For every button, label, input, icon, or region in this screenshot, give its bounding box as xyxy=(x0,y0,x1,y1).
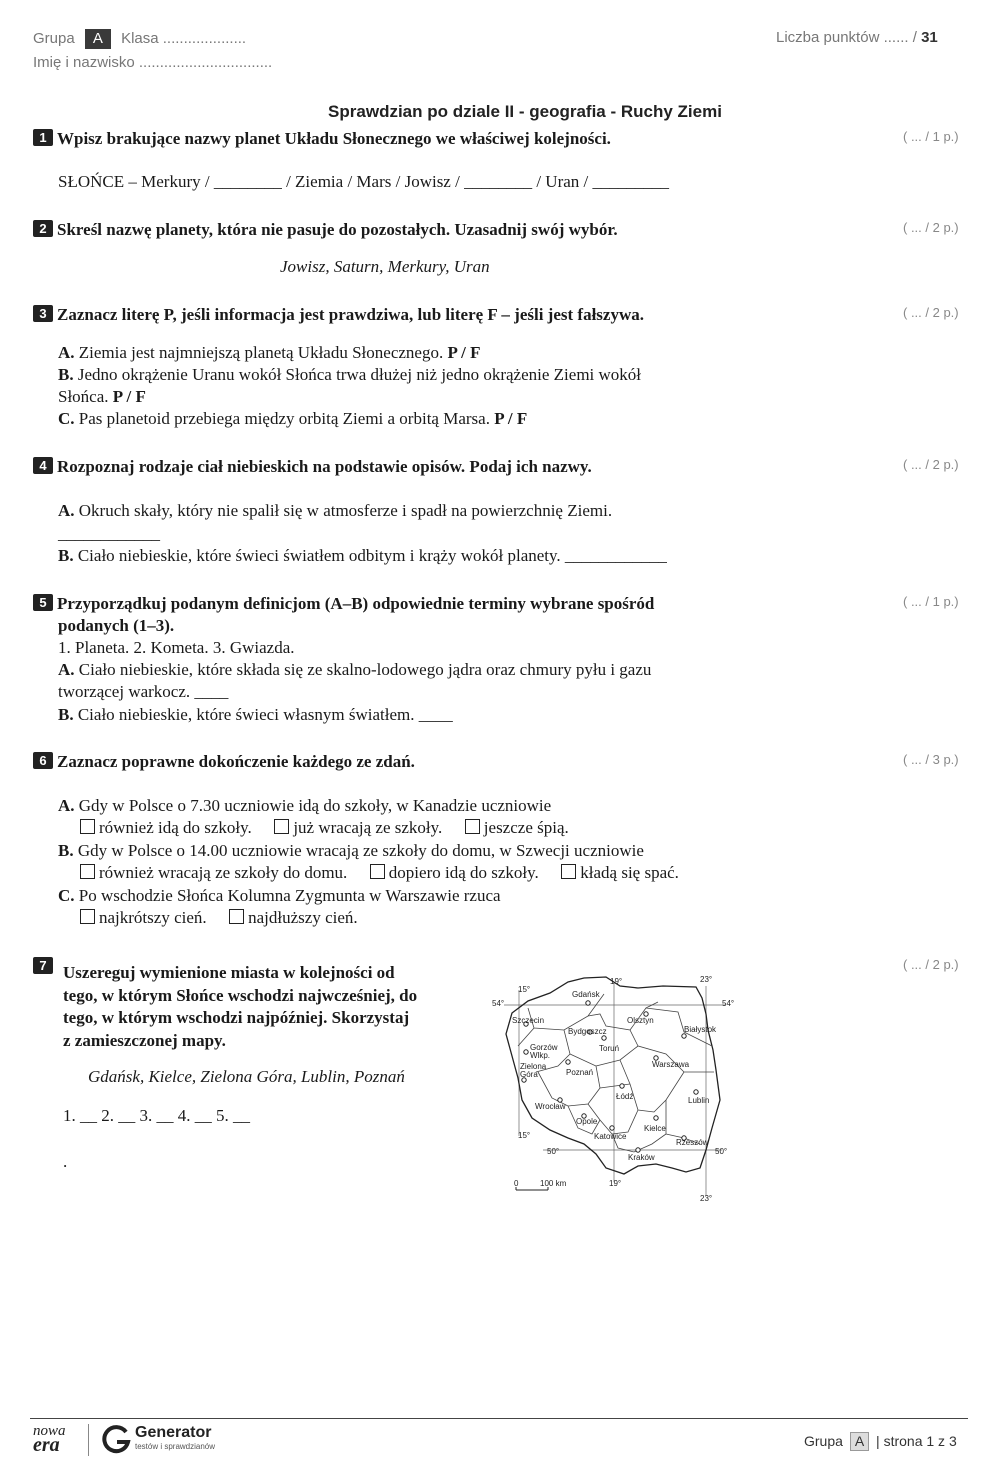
city-label-bydgoszcz: Bydgoszcz xyxy=(568,1027,607,1036)
question-number: 4 xyxy=(33,457,53,474)
lon-23-top-label: 23° xyxy=(700,975,713,984)
definition-a-cont[interactable]: tworzącej warkocz. ____ xyxy=(58,682,229,701)
city-label-gorzow: Gorzów xyxy=(530,1043,558,1052)
question-points: ( ... / 2 p.) xyxy=(903,457,959,472)
grupa-badge: A xyxy=(85,29,111,49)
city-label-lodz: Łódź xyxy=(616,1092,634,1101)
city-label-kielce: Kielce xyxy=(644,1124,666,1133)
item-a: A. Okruch skały, który nie spalił się w atmosferze i spadł na powierzchnię Ziemi. xyxy=(58,501,613,520)
question-points: ( ... / 1 p.) xyxy=(903,129,959,144)
city-label-opole: Opole xyxy=(576,1117,598,1126)
city-label-bialystok: Białystok xyxy=(684,1025,717,1034)
page-title: Sprawdzian po dziale II - geografia - Ruchy Ziemi xyxy=(328,102,722,121)
question-text: Zaznacz literę P, jeśli informacja jest prawdziwa, lub literę F – jeśli jest fałszywa. xyxy=(57,305,644,324)
points-label: Liczba punktów ...... / xyxy=(776,29,917,46)
question-2-heading xyxy=(33,220,618,240)
name-field[interactable]: Imię i nazwisko ................................ xyxy=(33,54,273,71)
city-label-warszawa: Warszawa xyxy=(652,1060,690,1069)
lon-15-top-label: 15° xyxy=(518,985,531,994)
options-c xyxy=(80,908,358,928)
footer-grupa-label: Grupa xyxy=(804,1433,843,1449)
lat-50-left-label: 50° xyxy=(547,1147,560,1156)
city-label-gdansk: Gdańsk xyxy=(572,990,600,999)
city-list: Gdańsk, Kielce, Zielona Góra, Lublin, Poznań xyxy=(88,1067,405,1086)
city-label-torun: Toruń xyxy=(599,1044,620,1053)
statement-b: B. Jedno okrążenie Uranu wokół Słońca trwa dłużej niż jedno okrążenie Ziemi wokół xyxy=(58,365,642,384)
grupa-label: Grupa xyxy=(33,30,75,47)
scale-km-label: 100 km xyxy=(540,1179,567,1188)
sentence-c: C. Po wschodzie Słońca Kolumna Zygmunta w Warszawie rzuca xyxy=(58,886,501,905)
question-number: 6 xyxy=(33,752,53,769)
question-5-heading xyxy=(33,594,654,614)
city-label-rzeszow: Rzeszów xyxy=(676,1138,709,1147)
statement-c: C. Pas planetoid przebiega między orbitą Ziemi a orbitą Marsa. P / F xyxy=(58,409,528,428)
option-checkbox[interactable]: najdłuższy cień. xyxy=(229,908,358,927)
question-number: 5 xyxy=(33,594,53,611)
nowa-era-logo: nowa era xyxy=(33,1423,66,1456)
city-label-gora: Góra xyxy=(520,1070,538,1079)
stray-dot: . xyxy=(63,1152,68,1171)
footer-page-info xyxy=(804,1432,957,1451)
city-label-poznan: Poznań xyxy=(566,1068,594,1077)
lat-54-right-label: 54° xyxy=(722,999,735,1008)
city-label-gorzow-wlkp: Wlkp. xyxy=(530,1051,550,1060)
sentence-a: A. Gdy w Polsce o 7.30 uczniowie idą do szkoły, w Kanadzie uczniowie xyxy=(58,796,552,815)
ranking-answer[interactable]: 1. __ 2. __ 3. __ 4. __ 5. __ xyxy=(63,1106,250,1125)
points-total: 31 xyxy=(921,29,938,46)
question-text: Wpisz brakujące nazwy planet Układu Słonecznego we właściwej kolejności. xyxy=(57,129,611,148)
statement-b-cont: Słońca. P / F xyxy=(58,387,146,406)
lon-19-bottom-label: 19° xyxy=(609,1179,622,1188)
question-text: Rozpoznaj rodzaje ciał niebieskich na podstawie opisów. Podaj ich nazwy. xyxy=(57,457,592,476)
question-4-heading xyxy=(33,457,592,477)
definition-b[interactable]: B. Ciało niebieskie, które świeci własnym światłem. ____ xyxy=(58,705,453,724)
scale-zero-label: 0 xyxy=(514,1179,519,1188)
question-number: 1 xyxy=(33,129,53,146)
lon-19-top-label: 19° xyxy=(610,977,623,986)
question-3-heading xyxy=(33,305,644,325)
points-summary xyxy=(776,29,938,46)
footer-divider xyxy=(30,1418,968,1419)
graticule-lines xyxy=(504,982,726,1196)
options-a xyxy=(80,818,569,838)
city-label-zielona: Zielona xyxy=(520,1062,547,1071)
generator-title: Generator xyxy=(135,1424,212,1441)
option-checkbox[interactable]: już wracają ze szkoły. xyxy=(274,818,442,837)
question-7-number: 7 xyxy=(33,957,53,975)
poland-map xyxy=(488,968,738,1204)
statement-a: A. Ziemia jest najmniejszą planetą Układu Słonecznego. P / F xyxy=(58,343,481,362)
option-checkbox[interactable]: kładą się spać. xyxy=(561,863,679,882)
question-text: Przyporządkuj podanym definicjom (A–B) odpowiednie terminy wybrane spośród xyxy=(57,594,655,613)
city-label-lublin: Lublin xyxy=(688,1096,710,1105)
planet-list[interactable]: Jowisz, Saturn, Merkury, Uran xyxy=(280,257,490,276)
question-points: ( ... / 2 p.) xyxy=(903,220,959,235)
city-label-krakow: Kraków xyxy=(628,1153,655,1162)
lon-15-bottom-label: 15° xyxy=(518,1131,531,1140)
footer-grupa-badge: A xyxy=(850,1432,869,1451)
option-checkbox[interactable]: dopiero idą do szkoły. xyxy=(370,863,539,882)
definition-a: A. Ciało niebieskie, które składa się ze skalno-lodowego jądra oraz chmury pyłu i gazu xyxy=(58,660,652,679)
question-1-heading xyxy=(33,129,611,149)
term-list: 1. Planeta. 2. Kometa. 3. Gwiazda. xyxy=(58,638,295,657)
answer-blank[interactable]: ____________ xyxy=(58,524,160,543)
city-label-olsztyn: Olsztyn xyxy=(627,1016,654,1025)
pf-choice[interactable]: P / F xyxy=(447,343,481,362)
question-points: ( ... / 3 p.) xyxy=(903,752,959,767)
logo-separator xyxy=(88,1424,89,1456)
lat-50-right-label: 50° xyxy=(715,1147,728,1156)
klasa-field[interactable]: Klasa .................... xyxy=(121,30,247,47)
question-points: ( ... / 2 p.) xyxy=(903,957,959,972)
question-6-heading xyxy=(33,752,415,772)
option-checkbox[interactable]: również idą do szkoły. xyxy=(80,818,252,837)
options-b xyxy=(80,863,679,883)
sentence-b: B. Gdy w Polsce o 14.00 uczniowie wracają ze szkoły do domu, w Szwecji uczniowie xyxy=(58,841,644,860)
pf-choice[interactable]: P / F xyxy=(112,387,146,406)
lat-54-left-label: 54° xyxy=(492,999,505,1008)
question-text-cont: podanych (1–3). xyxy=(58,616,175,635)
pf-choice[interactable]: P / F xyxy=(494,409,528,428)
question-points: ( ... / 1 p.) xyxy=(903,594,959,609)
city-label-wroclaw: Wrocław xyxy=(535,1102,566,1111)
question-number: 3 xyxy=(33,305,53,322)
city-label-szczecin: Szczecin xyxy=(512,1016,545,1025)
question-text: Zaznacz poprawne dokończenie każdego ze zdań. xyxy=(57,752,415,771)
header-group-row xyxy=(33,29,246,49)
question-points: ( ... / 2 p.) xyxy=(903,305,959,320)
question-number: 2 xyxy=(33,220,53,237)
item-b[interactable]: B. Ciało niebieskie, które świeci światłem odbitym i krąży wokół planety. ____________ xyxy=(58,546,667,565)
generator-subtitle: testów i sprawdzianów xyxy=(135,1442,216,1451)
page-indicator: | strona 1 z 3 xyxy=(876,1433,957,1449)
question-text: Skreśl nazwę planety, która nie pasuje do pozostałych. Uzasadnij swój wybór. xyxy=(57,220,618,239)
option-checkbox[interactable]: również wracają ze szkoły do domu. xyxy=(80,863,347,882)
question-7-text: Uszereguj wymienione miasta w kolejności od tego, w którym Słońce wschodzi najwcześniej, do tego, w którym wschodzi najpóźniej. Skorzystaj z zamieszczonej mapy. xyxy=(63,963,418,1050)
generator-logo-icon xyxy=(100,1424,132,1456)
option-checkbox[interactable]: jeszcze śpią. xyxy=(465,818,569,837)
option-checkbox[interactable]: najkrótszy cień. xyxy=(80,908,207,927)
city-label-katowice: Katowice xyxy=(594,1132,627,1141)
planet-order-line[interactable]: SŁOŃCE – Merkury / ________ / Ziemia / Mars / Jowisz / ________ / Uran / _________ xyxy=(58,172,670,191)
lon-23-bottom-label: 23° xyxy=(700,1194,713,1203)
